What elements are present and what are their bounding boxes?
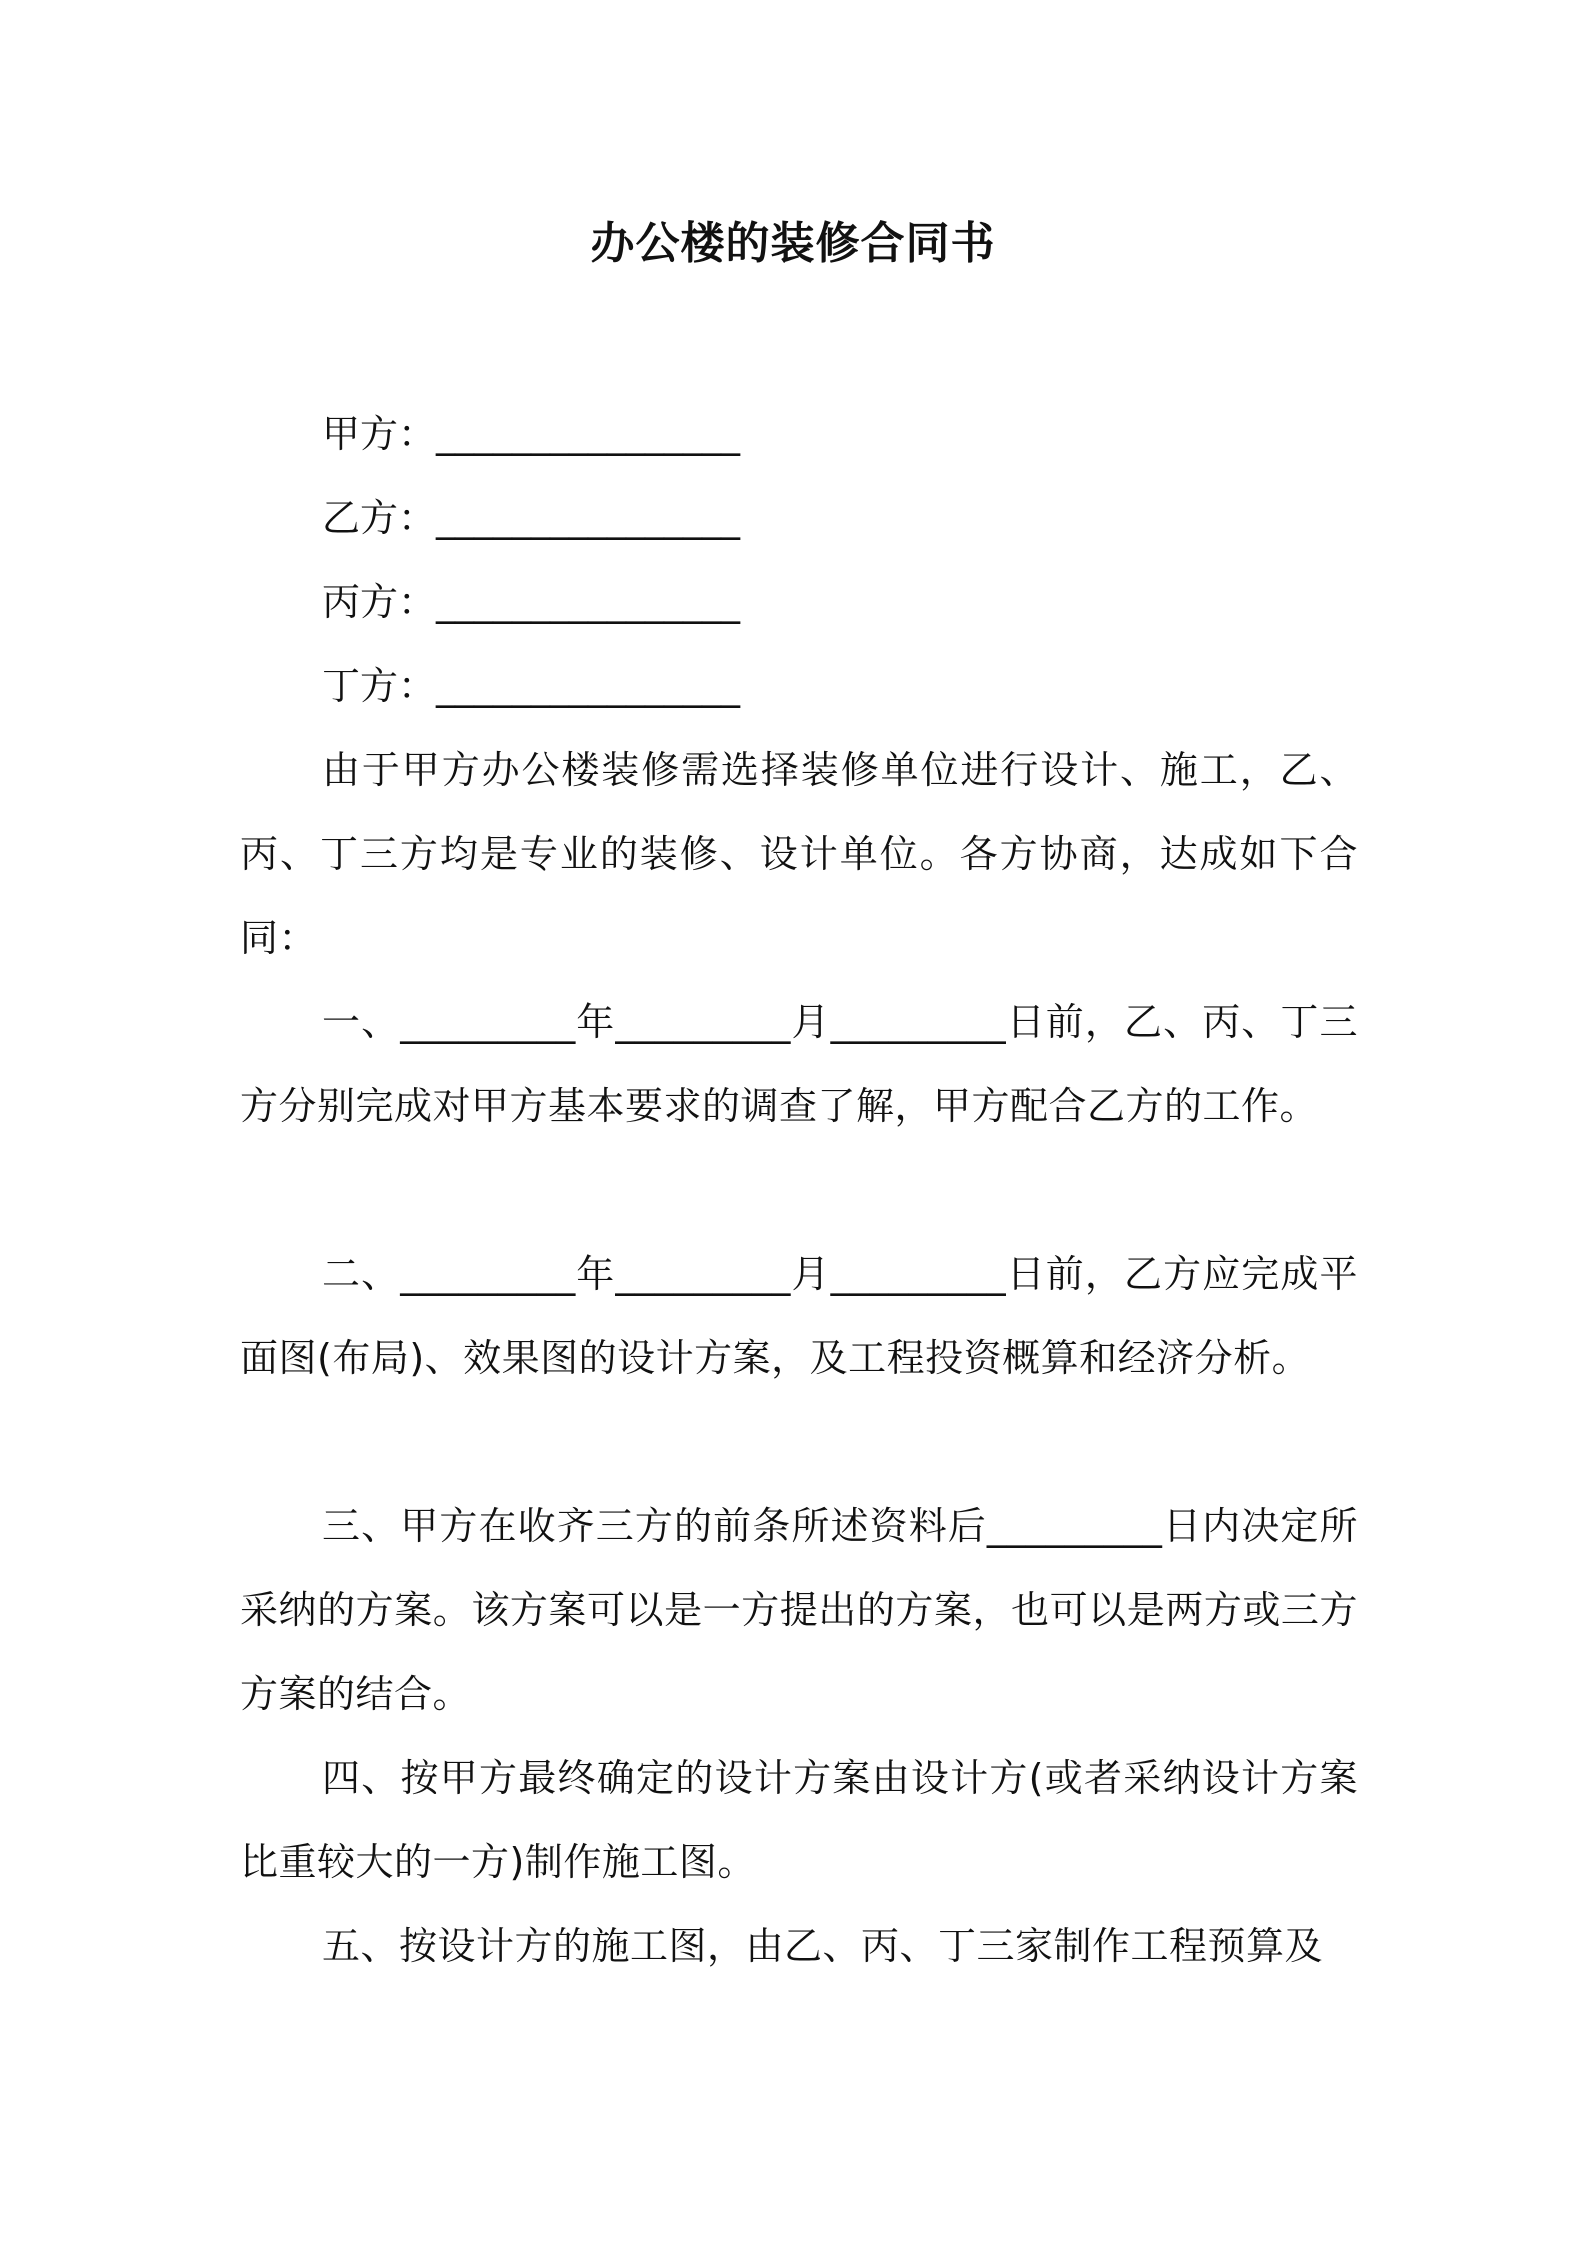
- clause-3-paragraph: 三、甲方在收齐三方的前条所述资料后_________日内决定所采纳的方案。该方案可以是一方提出的方案，也可以是两方或三方方案的结合。: [240, 1504, 1358, 1716]
- clause-1-paragraph: 一、_________年_________月_________日前，乙、丙、丁三方分别完成对甲方基本要求的调查了解，甲方配合乙方的工作。: [240, 1000, 1358, 1128]
- document-title: 办公楼的装修合同书: [590, 218, 996, 269]
- preamble-paragraph: 由于甲方办公楼装修需选择装修单位进行设计、施工，乙、丙、丁三方均是专业的装修、设计单位。各方协商，达成如下合同：: [240, 748, 1358, 960]
- party-a-line: 甲方：________________: [322, 412, 741, 456]
- party-b-line: 乙方：________________: [322, 496, 741, 540]
- party-c-line: 丙方：________________: [322, 580, 741, 624]
- clause-2-paragraph: 二、_________年_________月_________日前，乙方应完成平面图(布局)、效果图的设计方案，及工程投资概算和经济分析。: [240, 1252, 1358, 1380]
- clause-4-paragraph: 四、按甲方最终确定的设计方案由设计方(或者采纳设计方案比重较大的一方)制作施工图。: [240, 1756, 1358, 1884]
- clause-5-paragraph: 五、按设计方的施工图，由乙、丙、丁三家制作工程预算及: [322, 1924, 1324, 1968]
- party-d-line: 丁方：________________: [322, 664, 741, 708]
